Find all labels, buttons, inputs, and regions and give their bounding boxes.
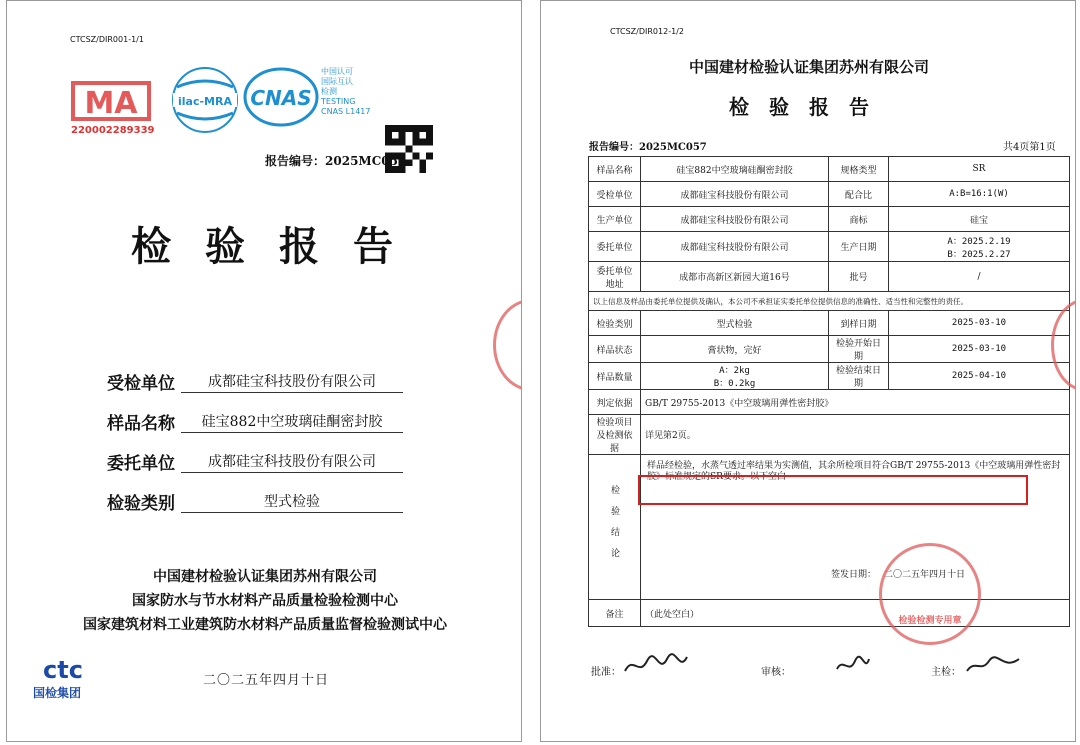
cell-label: 检验项目及检测依据 <box>589 415 641 455</box>
cell-value: 详见第2页。 <box>641 415 1070 455</box>
cell-label: 配合比 <box>829 182 889 207</box>
report-number-label: 报告编号： <box>265 154 326 168</box>
ilac-mra-logo-icon <box>167 65 243 135</box>
company-name: 中国建材检验认证集团苏州有限公司 <box>688 58 929 76</box>
cover-field-label: 受检单位 <box>107 374 175 394</box>
cover-field-value: 成都硅宝科技股份有限公司 <box>181 371 403 393</box>
cell-label: 备注 <box>589 600 641 627</box>
cell-label: 检验结论 <box>589 455 641 600</box>
table-row <box>589 311 1070 336</box>
conclusion-text: 样品经检验，水蒸气透过率结果为实测值，其余所检项目符合GB/T 29755-2013《中空玻璃用弹性密封胶》标准规定的SR要求。以下空白 <box>647 461 1061 482</box>
cma-logo-icon <box>71 79 151 123</box>
sign-date-label: 签发日期： <box>831 570 877 580</box>
cell-label: 生产单位 <box>589 207 641 232</box>
cell-label: 受检单位 <box>589 182 641 207</box>
cell-value <box>641 363 829 390</box>
ilac-text: ilac-MRA <box>178 95 232 108</box>
report-table <box>588 156 1070 627</box>
cell-value: 膏状物，完好 <box>641 336 829 363</box>
table-row <box>589 232 1070 262</box>
cell-value: 硅宝 <box>889 207 1070 232</box>
report-number-value: 2025MC057 <box>325 154 407 168</box>
cell-value: 成都硅宝科技股份有限公司 <box>641 182 829 207</box>
main-inspector-signature-icon <box>963 653 1023 677</box>
main-inspector-label: 主检： <box>931 667 961 678</box>
ctc-logo-icon <box>33 657 93 683</box>
issuer-name: 国家建筑材料工业建筑防水材料产品质量监督检验测试中心 <box>83 617 447 633</box>
cell-label: 检验开始日期 <box>829 336 889 363</box>
table-row <box>589 600 1070 627</box>
table-row <box>589 207 1070 232</box>
table-row <box>589 292 1070 311</box>
cell-label: 委托单位 <box>589 232 641 262</box>
highlight-box <box>638 475 1028 505</box>
cell-label: 检验结束日期 <box>829 363 889 390</box>
cover-field-row <box>107 449 376 474</box>
issuer-name: 中国建材检验认证集团苏州有限公司 <box>153 569 377 585</box>
cover-field-value: 硅宝882中空玻璃硅酮密封胶 <box>181 411 403 433</box>
table-row <box>589 336 1070 363</box>
report-page <box>540 0 1076 742</box>
report-number-value: 2025MC057 <box>639 142 707 153</box>
table-row <box>589 390 1070 415</box>
cell-value: （此处空白） <box>641 600 1070 627</box>
approve-label: 批准： <box>591 667 621 678</box>
cell-value: 2025-04-10 <box>889 363 1070 390</box>
review-label: 审核： <box>761 667 791 678</box>
cover-field-row <box>107 369 376 394</box>
cnas-logo-icon <box>243 65 319 129</box>
cell-label: 判定依据 <box>589 390 641 415</box>
inspection-stamp <box>879 543 981 645</box>
approve-signature-icon <box>621 651 691 679</box>
cover-field-value: 型式检验 <box>181 491 403 513</box>
table-row <box>589 182 1070 207</box>
table-row <box>589 415 1070 455</box>
cell-label: 商标 <box>829 207 889 232</box>
issuer-name: 国家防水与节水材料产品质量检验检测中心 <box>132 593 398 609</box>
cell-value: A:B=16:1(W) <box>889 182 1070 207</box>
report-number <box>589 138 707 153</box>
report-number-label: 报告编号： <box>589 142 639 153</box>
cnas-info-line: TESTING <box>321 97 356 106</box>
cover-page <box>6 0 522 742</box>
cell-value <box>889 232 1070 262</box>
quantity-a: A：2kg <box>719 366 750 376</box>
cell-value: GB/T 29755-2013《中空玻璃用弹性密封胶》 <box>641 390 1070 415</box>
table-row <box>589 262 1070 292</box>
cell-label: 检验类别 <box>589 311 641 336</box>
disclaimer: 以上信息及样品由委托单位提供及确认，本公司不承担证实委托单位提供信息的准确性、适当性和完整性的责任。 <box>589 292 1070 311</box>
cell-value: 硅宝882中空玻璃硅酮密封胶 <box>641 157 829 182</box>
table-row <box>589 157 1070 182</box>
cell-value: 成都硅宝科技股份有限公司 <box>641 207 829 232</box>
stamp-text: 检验检测专用章 <box>898 616 962 626</box>
cell-label: 批号 <box>829 262 889 292</box>
cnas-info <box>321 67 370 117</box>
cell-label: 到样日期 <box>829 311 889 336</box>
cell-value: 2025-03-10 <box>889 311 1070 336</box>
page-info: 共4页第1页 <box>1003 142 1056 153</box>
cell-label: 样品数量 <box>589 363 641 390</box>
cnas-text: CNAS <box>250 86 312 110</box>
ma-logo-text: MA <box>84 86 138 121</box>
cover-field-row <box>107 489 320 514</box>
cover-field-label: 样品名称 <box>107 414 175 434</box>
stamp-date: 二〇二五年四月十日 <box>884 570 966 580</box>
cell-value: 型式检验 <box>641 311 829 336</box>
seal-edge <box>493 299 522 391</box>
cover-field-row <box>107 409 383 434</box>
cover-title: 检验报告 <box>131 223 427 270</box>
cover-field-value: 成都硅宝科技股份有限公司 <box>181 451 403 473</box>
cell-label: 样品状态 <box>589 336 641 363</box>
quantity-b: B：0.2kg <box>713 379 756 389</box>
cover-date: 二〇二五年四月十日 <box>203 673 330 688</box>
cnas-info-line: 检测 <box>321 87 337 96</box>
cell-value: 成都市高新区新园大道16号 <box>641 262 829 292</box>
ma-number: 220002289339 <box>71 125 155 136</box>
doc-code: CTCSZ/DIR012-1/2 <box>610 27 684 36</box>
table-row <box>589 363 1070 390</box>
cell-value: / <box>889 262 1070 292</box>
cell-label: 样品名称 <box>589 157 641 182</box>
cell-value: 成都硅宝科技股份有限公司 <box>641 232 829 262</box>
report-number <box>265 152 406 169</box>
report-title: 检验报告 <box>729 95 889 119</box>
cell-label: 生产日期 <box>829 232 889 262</box>
doc-code: CTCSZ/DIR001-1/1 <box>70 35 144 44</box>
cnas-info-line: 中国认可 <box>321 67 353 76</box>
ctc-name: 国检集团 <box>33 686 82 700</box>
cover-field-label: 委托单位 <box>107 454 175 474</box>
cnas-info-line: 国际互认 <box>321 77 353 86</box>
cnas-info-line: CNAS L1417 <box>321 107 371 116</box>
prod-date-a: A：2025.2.19 <box>947 236 1011 247</box>
ctc-logo-text: ctc <box>43 657 83 683</box>
cell-label: 委托单位地址 <box>589 262 641 292</box>
review-signature-icon <box>833 653 873 677</box>
cell-label: 规格类型 <box>829 157 889 182</box>
prod-date-b: B：2025.2.27 <box>947 249 1011 260</box>
cell-value: 2025-03-10 <box>889 336 1070 363</box>
cover-field-label: 检验类别 <box>107 494 175 514</box>
cell-value: SR <box>889 157 1070 182</box>
